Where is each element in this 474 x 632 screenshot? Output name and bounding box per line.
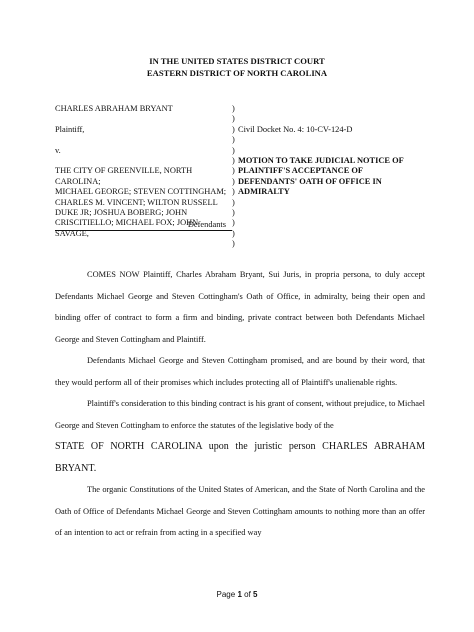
page-footer: [0, 590, 474, 599]
defendant-line: MICHAEL GEORGE; STEVEN COTTINGHAM;: [55, 187, 227, 197]
caption-right: [238, 104, 428, 198]
motion-title-line: MOTION TO TAKE JUDICIAL NOTICE OF: [238, 156, 404, 166]
court-district: EASTERN DISTRICT OF NORTH CAROLINA: [146, 68, 328, 78]
versus-label: v.: [55, 145, 61, 155]
paragraph: Plaintiff's consideration to this binding contract is his grant of consent, without prejudice, to Michael George and Steven Cottingham to enforce the statutes of the legislative body of the: [55, 399, 425, 430]
defendant-line: CRISCITIELLO; MICHAEL FOX; JOHN: [55, 218, 199, 228]
of-word: of: [244, 590, 251, 599]
page-total: 5: [253, 590, 258, 599]
motion-title-line: ADMIRALTY: [238, 187, 290, 197]
motion-title-line: PLAINTIFF'S ACCEPTANCE OF: [238, 166, 364, 176]
defendants-rule: [55, 220, 232, 231]
motion-title-line: DEFENDANTS' OATH OF OFFICE IN: [238, 176, 382, 186]
plaintiff-label: Plaintiff,: [55, 124, 85, 134]
court-name: IN THE UNITED STATES DISTRICT COURT: [149, 56, 325, 66]
paragraph-continuation: STATE OF NORTH CAROLINA upon the juristic person CHARLES ABRAHAM BRYANT.: [55, 441, 425, 474]
page-word: Page: [216, 590, 236, 599]
defendant-line: CHARLES M. VINCENT; WILTON RUSSELL: [55, 197, 218, 207]
docket-number: Civil Docket No. 4: 10-CV-124-D: [238, 124, 353, 134]
paragraph: Defendants Michael George and Steven Cottingham promised, and are bound by their word, that they would perform all of their promises which includes protecting all of Plaintiff's unalienable rights.: [55, 356, 425, 387]
plaintiff-name: CHARLES ABRAHAM BRYANT: [55, 104, 173, 113]
paragraph: COMES NOW Plaintiff, Charles Abraham Bryant, Sui Juris, in propria persona, to duly accept Defendants Michael George and Steven Cottingham's Oath of Office, in admiralty, being their open and binding offer of contract to form a firm and binding, private contract between both Defendants Michael George and Steven Cottingham and Plaintiff.: [55, 270, 425, 344]
defendants-label: Defendants: [187, 220, 226, 229]
caption-parentheses: ) ) ) ) ) ) ) ) ) ) ) ) ) ): [232, 104, 235, 249]
defendant-line: DUKE JR; JOSHUA BOBERG; JOHN: [55, 208, 188, 218]
defendant-line: SAVAGE,: [55, 228, 89, 238]
parties-block: [55, 104, 232, 239]
paragraph: The organic Constitutions of the United States of American, and the State of North Carolina and the Oath of Office of Defendants Michael George and Steven Cottingham amounts to nothing more than an offer of an intention to act or refrain from acting in a specified way: [55, 485, 425, 537]
page-number: 1: [237, 590, 242, 599]
defendant-line: CAROLINA;: [55, 176, 101, 186]
document-body: [55, 264, 425, 544]
court-header: [0, 55, 474, 79]
defendant-line: THE CITY OF GREENVILLE, NORTH: [55, 166, 193, 176]
